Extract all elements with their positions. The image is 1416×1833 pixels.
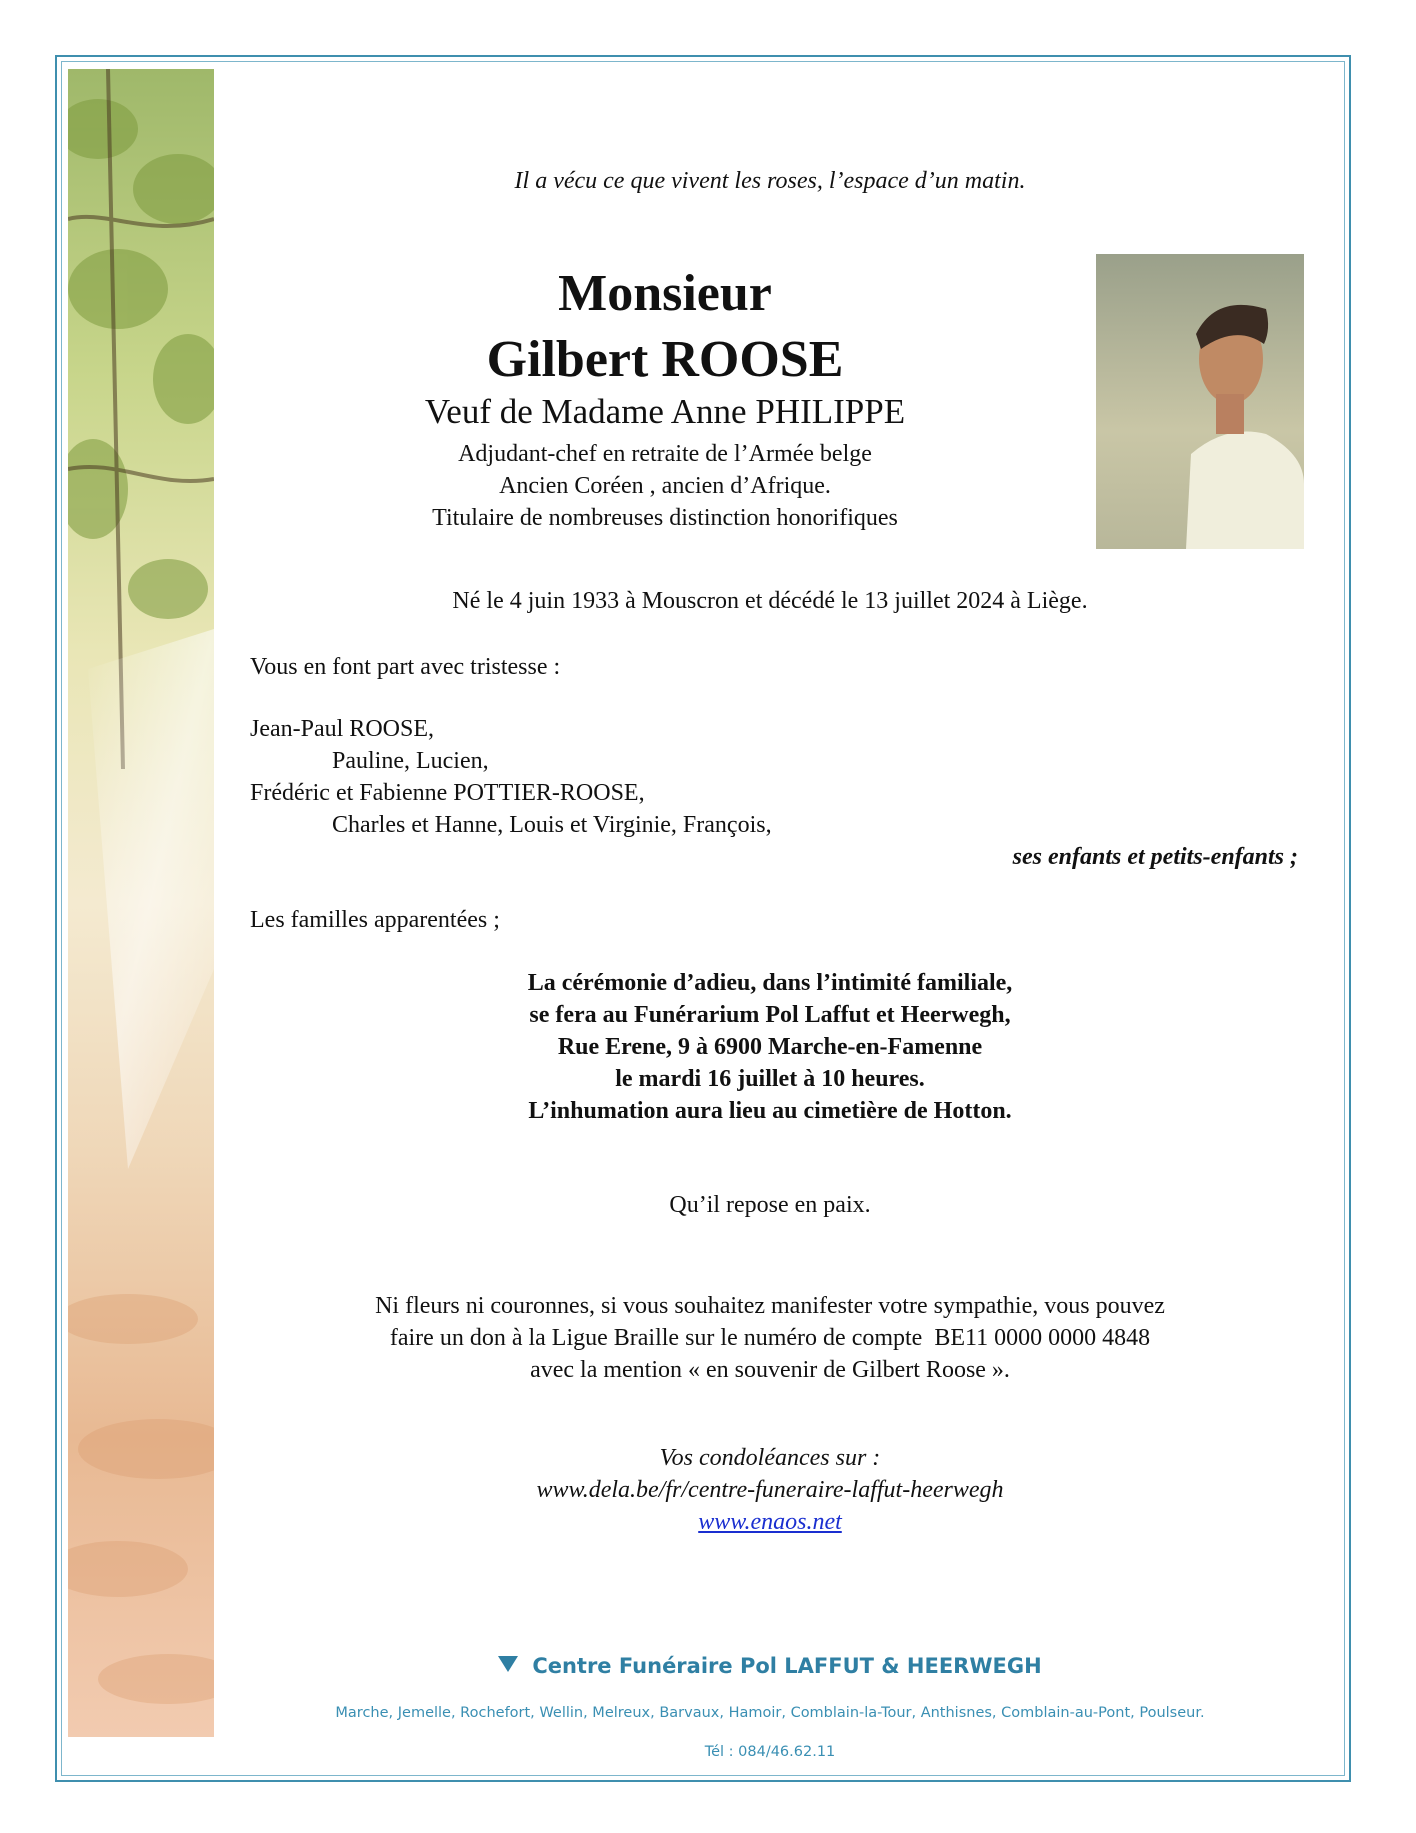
ceremony-line-4: le mardi 16 juillet à 10 heures. (615, 1066, 925, 1092)
family-line-4: Charles et Hanne, Louis et Virginie, François, (332, 812, 772, 838)
condolences-url-dela[interactable]: www.dela.be/fr/centre-funeraire-laffut-heerwegh (536, 1477, 1004, 1503)
birth-death-line: Né le 4 juin 1933 à Mouscron et décédé le 13 juillet 2024 à Liège. (452, 588, 1088, 614)
family-relation: ses enfants et petits-enfants ; (1012, 844, 1298, 870)
related-families: Les familles apparentées ; (250, 907, 500, 933)
funeral-home-towns: Marche, Jemelle, Rochefort, Wellin, Melreux, Barvaux, Hamoir, Comblain-la-Tour, Anthisnes, Comblain-au-Pont, Poulseur. (335, 1705, 1205, 1721)
ceremony-line-1: La cérémonie d’adieu, dans l’intimité familiale, (527, 970, 1013, 996)
donation-block (250, 1290, 1290, 1386)
forest-path-image (68, 69, 214, 1737)
funeral-home-name (250, 1654, 1290, 1678)
ceremony-line-3: Rue Erene, 9 à 6900 Marche-en-Famenne (557, 1034, 983, 1060)
ceremony-block (250, 967, 1290, 1127)
deceased-name: Gilbert ROOSE (486, 331, 844, 388)
title-honorific: Monsieur (558, 265, 772, 322)
ceremony-line-5: L’inhumation aura lieu au cimetière de Hotton. (528, 1098, 1012, 1124)
donation-line-2: faire un don à la Ligue Braille sur le numéro de compte BE11 0000 0000 4848 (389, 1325, 1151, 1351)
condolences-block (250, 1442, 1290, 1538)
donation-line-3: avec la mention « en souvenir de Gilbert Roose ». (530, 1357, 1010, 1383)
detail-line-1: Adjudant-chef en retraite de l’Armée belge (458, 441, 872, 467)
detail-line-2: Ancien Coréen , ancien d’Afrique. (499, 473, 831, 499)
epigraph: Il a vécu ce que vivent les roses, l’espace d’un matin. (514, 168, 1026, 194)
triangle-down-icon (498, 1656, 518, 1672)
condolences-label: Vos condoléances sur : (659, 1445, 881, 1471)
portrait-photo (1096, 254, 1304, 549)
family-line-2: Pauline, Lucien, (332, 748, 489, 774)
funeral-home-phone: Tél : 084/46.62.11 (704, 1744, 836, 1760)
funeral-home-name-text: Centre Funéraire Pol LAFFUT & HEERWEGH (532, 1654, 1042, 1678)
condolences-url-enaos[interactable]: www.enaos.net (698, 1509, 842, 1535)
rest-in-peace: Qu’il repose en paix. (669, 1192, 871, 1218)
family-line-3: Frédéric et Fabienne POTTIER-ROOSE, (250, 780, 645, 806)
widow-of: Veuf de Madame Anne PHILIPPE (424, 392, 906, 431)
announcement-intro: Vous en font part avec tristesse : (250, 654, 561, 680)
family-line-1: Jean-Paul ROOSE, (250, 716, 434, 742)
donation-line-1: Ni fleurs ni couronnes, si vous souhaitez manifester votre sympathie, vous pouvez (375, 1293, 1165, 1319)
detail-line-3: Titulaire de nombreuses distinction honorifiques (432, 505, 898, 531)
ceremony-line-2: se fera au Funérarium Pol Laffut et Heerwegh, (529, 1002, 1011, 1028)
